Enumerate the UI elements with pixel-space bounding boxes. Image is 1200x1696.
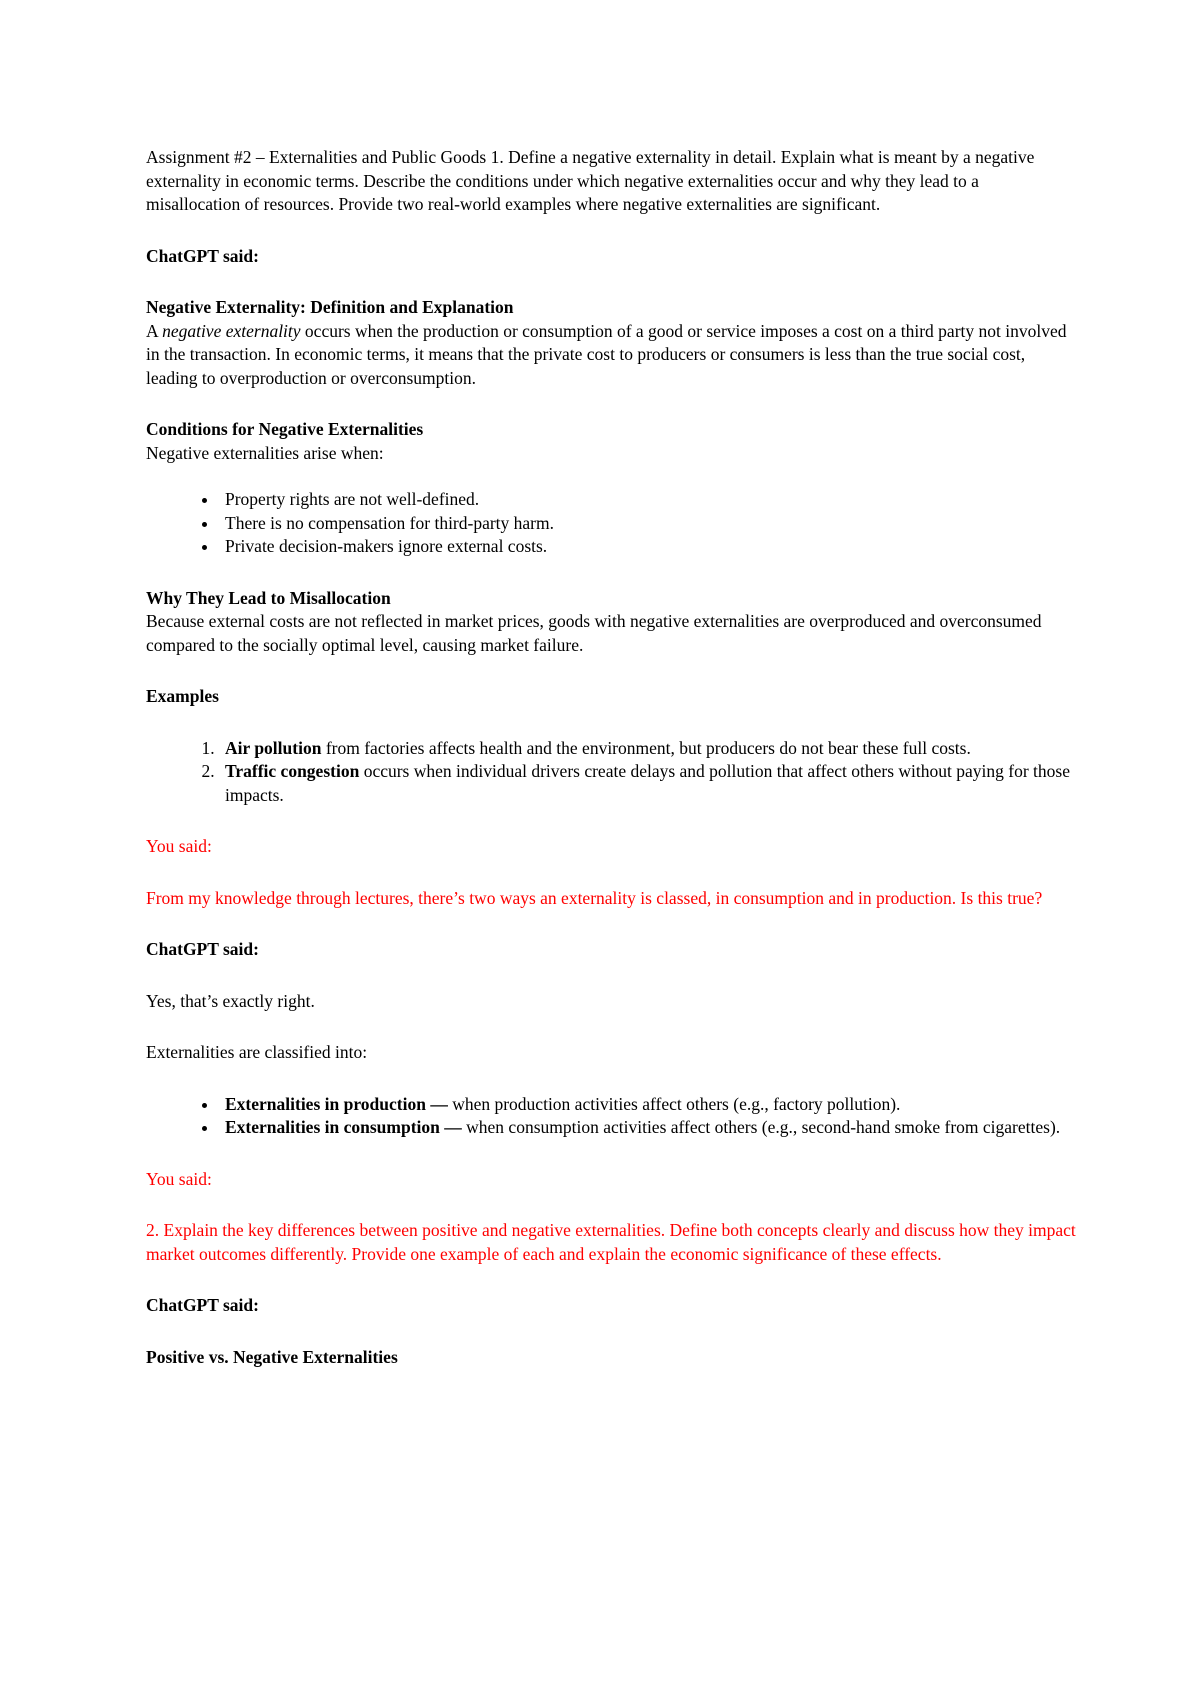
conditions-lead: Negative externalities arise when: <box>146 442 384 463</box>
classification-term: Externalities in production — <box>225 1093 448 1114</box>
list-item <box>219 1116 1076 1140</box>
term-negative-externality: negative externality <box>162 320 301 341</box>
you-said-label-2: You said: <box>146 1168 212 1189</box>
misallocation-paragraph: Because external costs are not reflected in market prices, goods with negative externalities are overproduced and overconsumed compared to the socially optimal level, causing market failure. <box>146 611 1042 655</box>
examples-list <box>146 737 1076 808</box>
user-question-2: 2. Explain the key differences between positive and negative externalities. Define both concepts clearly and discuss how they impact market outcomes differently. Provide one example of each and explain the economic significance of these effects. <box>146 1220 1076 1264</box>
list-item: • There is no compensation for third-party harm. <box>219 512 1076 536</box>
document-body <box>146 146 1076 1369</box>
heading-positive-vs-negative: Positive vs. Negative Externalities <box>146 1346 398 1367</box>
list-item <box>219 1093 1076 1117</box>
list-item: • Property rights are not well-defined. <box>219 488 1076 512</box>
list-item <box>219 760 1076 807</box>
list-item <box>219 737 1076 761</box>
heading-conditions: Conditions for Negative Externalities <box>146 419 424 439</box>
heading-examples: Examples <box>146 686 219 706</box>
heading-misallocation: Why They Lead to Misallocation <box>146 587 391 608</box>
chatgpt-said-label-2: ChatGPT said: <box>146 939 259 959</box>
answer-line-2: Externalities are classified into: <box>146 1042 368 1062</box>
assignment-intro: Assignment #2 – Externalities and Public Goods 1. Define a negative externality in detail. Explain what is meant by a negative externality in economic terms. Describe the conditions under which negative externalities occur and why they lead to a misallocation of resources. Provide two real-world examples where negative externalities are significant. <box>146 147 1035 214</box>
list-item: • Private decision-makers ignore external costs. <box>219 535 1076 559</box>
example-term: Air pollution <box>225 737 322 758</box>
chatgpt-said-label-3: ChatGPT said: <box>146 1295 259 1315</box>
classification-text: when consumption activities affect others (e.g., second-hand smoke from cigarettes). <box>461 1117 1061 1137</box>
classification-text: when production activities affect others (e.g., factory pollution). <box>447 1093 901 1114</box>
example-text: from factories affects health and the environment, but producers do not bear these full costs. <box>321 737 971 758</box>
user-question-1: From my knowledge through lectures, there’s two ways an externality is classed, in consumption and in production. Is this true? <box>146 887 1043 908</box>
heading-negative-externality: Negative Externality: Definition and Explanation <box>146 297 514 317</box>
example-text: occurs when individual drivers create delays and pollution that affect others without paying for those impacts. <box>225 761 1070 805</box>
para-rest: occurs when the production or consumption of a good or service imposes a cost on a third party not involved in the transaction. In economic terms, it means that the private cost to producers or consumers is less than the true social cost, leading to overproduction or overconsumption. <box>146 320 1067 388</box>
example-term: Traffic congestion <box>225 761 360 781</box>
negative-externality-paragraph <box>146 320 1076 391</box>
chatgpt-said-label-1: ChatGPT said: <box>146 245 259 266</box>
classification-list <box>146 1093 1076 1140</box>
classification-term: Externalities in consumption — <box>225 1117 462 1137</box>
answer-line-1: Yes, that’s exactly right. <box>146 990 315 1011</box>
you-said-label-1: You said: <box>146 836 212 856</box>
para-prefix: A <box>146 320 163 341</box>
conditions-list <box>146 488 1076 559</box>
